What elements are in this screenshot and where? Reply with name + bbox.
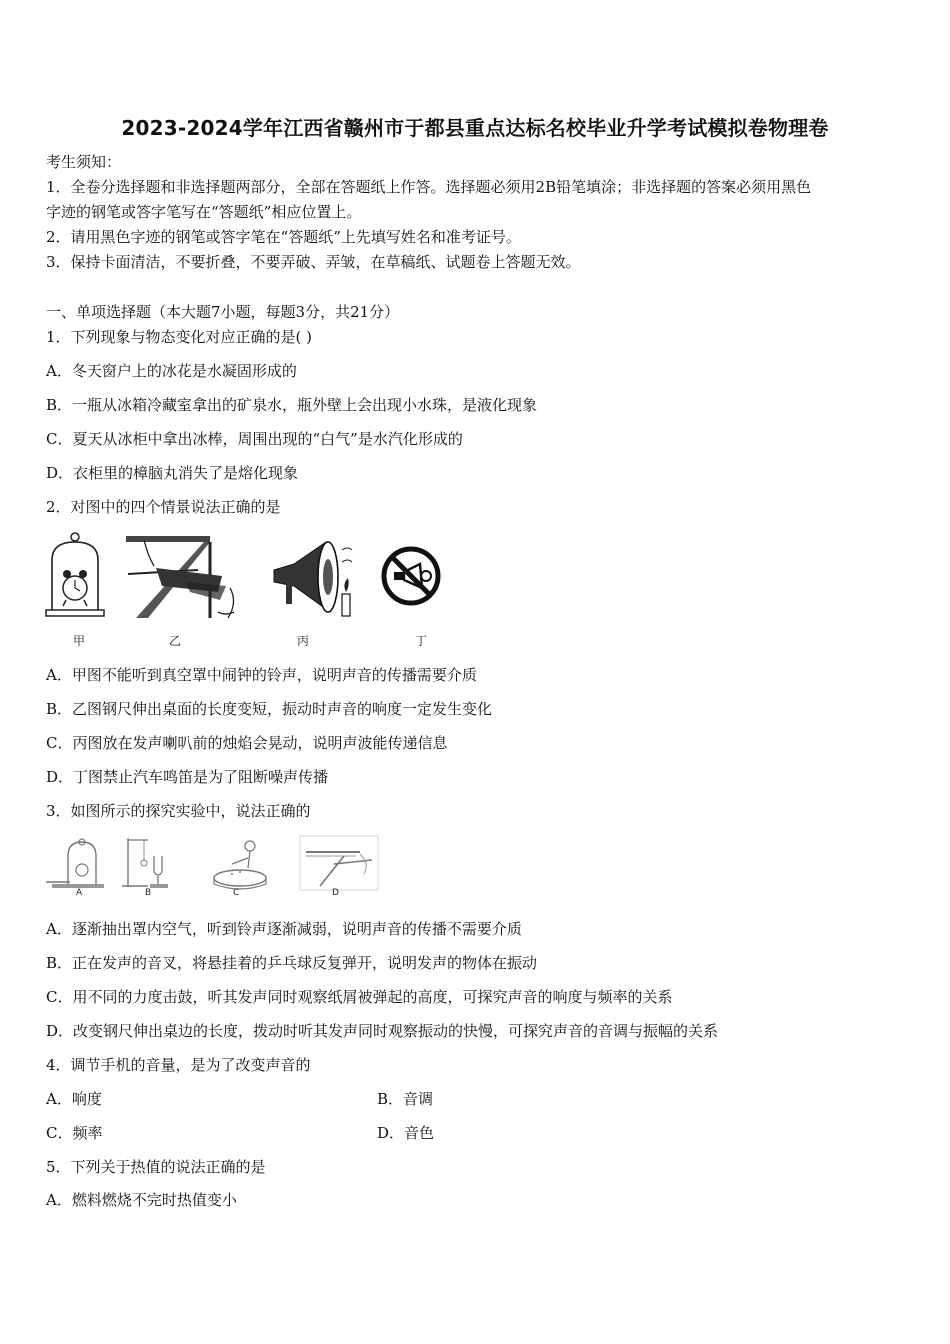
q4-option-a: A．响度 (46, 1090, 102, 1108)
q3-option-a: A．逐渐抽出罩内空气，听到铃声逐渐减弱，说明声音的传播不需要介质 (46, 920, 522, 938)
q4-option-b: B．音调 (377, 1090, 434, 1108)
ruler-table-icon (126, 532, 241, 620)
loudspeaker-candle-icon (268, 534, 358, 620)
notice-item-1: 1．全卷分选择题和非选择题两部分，全部在答题纸上作答。选择题必须用2B铅笔填涂；非选择题的答案必须用黑色 (46, 178, 812, 196)
q2-stem: 2．对图中的四个情景说法正确的是 (46, 498, 281, 516)
section-heading: 一、单项选择题（本大题7小题，每题3分，共21分） (46, 303, 400, 321)
q2-option-c: C．丙图放在发声喇叭前的烛焰会晃动，说明声波能传递信息 (46, 734, 448, 752)
q4-option-c: C．频率 (46, 1124, 103, 1142)
notice-item-3: 3．保持卡面清洁，不要折叠，不要弄破、弄皱，在草稿纸、试题卷上答题无效。 (46, 253, 581, 271)
q1-option-c: C．夏天从冰柜中拿出冰棒，周围出现的“白气”是水汽化形成的 (46, 430, 463, 448)
q5-option-a: A．燃料燃烧不完时热值变小 (46, 1191, 237, 1209)
notice-item-1-cont: 字迹的钢笔或答字笔写在“答题纸”相应位置上。 (46, 203, 362, 221)
q3-option-b: B．正在发声的音叉，将悬挂着的乒乓球反复弹开，说明发声的物体在振动 (46, 954, 538, 972)
q3-label-a: A (76, 888, 83, 898)
q5-stem: 5．下列关于热值的说法正确的是 (46, 1158, 266, 1176)
q1-option-d: D．衣柜里的樟脑丸消失了是熔化现象 (46, 464, 299, 482)
q2-option-d: D．丁图禁止汽车鸣笛是为了阻断噪声传播 (46, 768, 329, 786)
q3-option-d: D．改变钢尺伸出桌边的长度，拨动时听其发声同时观察振动的快慢，可探究声音的音调与振幅的关系 (46, 1022, 719, 1040)
q2-label-bing: 丙 (297, 634, 310, 648)
no-honking-icon (380, 538, 442, 618)
q1-option-a: A．冬天窗户上的冰花是水凝固形成的 (46, 362, 297, 380)
bell-jar-icon (44, 530, 106, 620)
page-title: 2023-2024学年江西省赣州市于都县重点达标名校毕业升学考试模拟卷物理卷 (121, 116, 829, 140)
q3-label-c: C (233, 888, 240, 898)
q3-label-b: B (145, 888, 152, 898)
q1-stem: 1．下列现象与物态变化对应正确的是( ) (46, 328, 313, 346)
q1-option-b: B．一瓶从冰箱冷藏室拿出的矿泉水，瓶外壁上会出现小水珠，是液化现象 (46, 396, 538, 414)
q2-option-a: A．甲图不能听到真空罩中闹钟的铃声，说明声音的传播需要介质 (46, 666, 477, 684)
q3-stem: 3．如图所示的探究实验中，说法正确的 (46, 802, 311, 820)
notice-item-2: 2．请用黑色字迹的钢笔或答字笔在“答题纸”上先填写姓名和准考证号。 (46, 228, 521, 246)
q2-label-yi: 乙 (169, 634, 182, 648)
experiments-strip-icon (44, 834, 380, 892)
q4-stem: 4．调节手机的音量，是为了改变声音的 (46, 1056, 311, 1074)
q3-figure (44, 834, 384, 904)
q3-option-c: C．用不同的力度击鼓，听其发声同时观察纸屑被弹起的高度，可探究声音的响度与频率的关系 (46, 988, 673, 1006)
q2-label-ding: 丁 (415, 634, 428, 648)
q2-label-jia: 甲 (73, 634, 86, 648)
notice-heading: 考生须知： (46, 153, 122, 171)
q4-option-d: D．音色 (377, 1124, 435, 1142)
q2-option-b: B．乙图钢尺伸出桌面的长度变短，振动时声音的响度一定发生变化 (46, 700, 493, 718)
q2-figure (44, 530, 454, 650)
q3-label-d: D (332, 888, 339, 898)
